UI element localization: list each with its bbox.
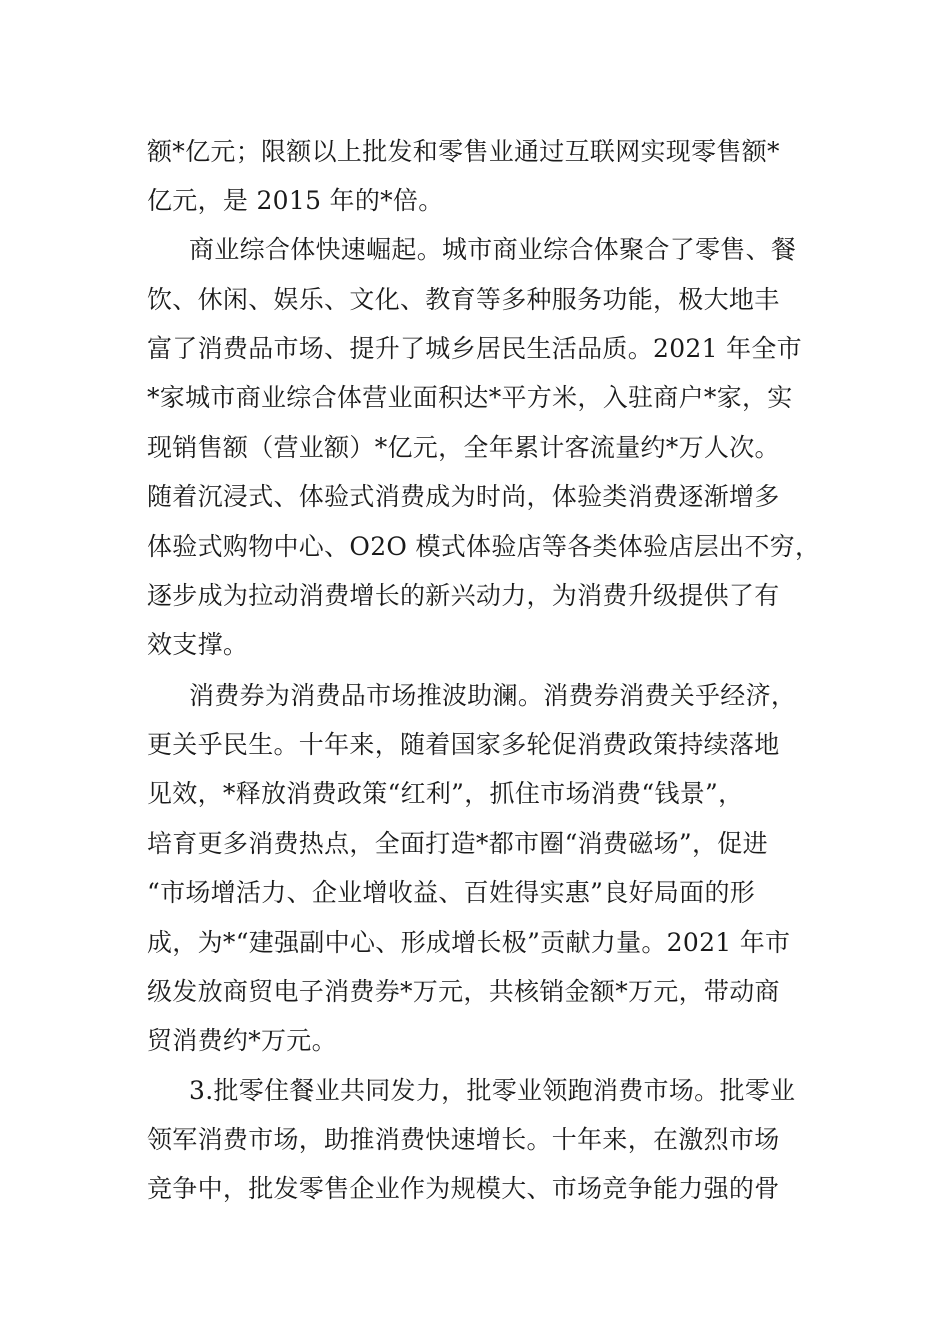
paragraph-heading: 消费券为消费品市场推波助澜。消费券消费关乎经济， bbox=[189, 681, 797, 710]
text-line: 现销售额（营业额）*亿元，全年累计客流量约*万人次。 bbox=[147, 433, 780, 462]
section-heading: 3.批零住餐业共同发力，批零业领跑消费市场。批零业 bbox=[189, 1076, 796, 1105]
text-line: 更关乎民生。十年来，随着国家多轮促消费政策持续落地 bbox=[147, 730, 780, 759]
text-line: 领军消费市场，助推消费快速增长。十年来，在激烈市场 bbox=[147, 1125, 780, 1154]
text-line: 见效，*释放消费政策“红利”，抓住市场消费“钱景”， bbox=[147, 779, 744, 808]
text-line: 效支撑。 bbox=[147, 630, 249, 659]
text-line: 亿元，是 2015 年的*倍。 bbox=[147, 186, 444, 215]
text-line: 成，为*“建强副中心、形成增长极”贡献力量。2021 年市 bbox=[147, 928, 791, 957]
text-line: 培育更多消费热点，全面打造*都市圈“消费磁场”，促进 bbox=[147, 829, 768, 858]
text-line: 体验式购物中心、O2O 模式体验店等各类体验店层出不穷， bbox=[147, 532, 821, 561]
text-line: 竞争中，批发零售企业作为规模大、市场竞争能力强的骨 bbox=[147, 1174, 780, 1203]
text-line: 饮、休闲、娱乐、文化、教育等多种服务功能，极大地丰 bbox=[147, 285, 780, 314]
text-line: 贸消费约*万元。 bbox=[147, 1026, 337, 1055]
text-line: 随着沉浸式、体验式消费成为时尚，体验类消费逐渐增多 bbox=[147, 482, 780, 511]
text-line: “市场增活力、企业增收益、百姓得实惠”良好局面的形 bbox=[147, 878, 756, 907]
paragraph-heading: 商业综合体快速崛起。城市商业综合体聚合了零售、餐 bbox=[189, 235, 797, 264]
text-line: 逐步成为拉动消费增长的新兴动力，为消费升级提供了有 bbox=[147, 581, 780, 610]
text-line: 级发放商贸电子消费券*万元，共核销金额*万元，带动商 bbox=[147, 977, 780, 1006]
text-line: 额*亿元；限额以上批发和零售业通过互联网实现零售额* bbox=[147, 137, 780, 166]
text-line: 富了消费品市场、提升了城乡居民生活品质。2021 年全市 bbox=[147, 334, 802, 363]
text-line: *家城市商业综合体营业面积达*平方米，入驻商户*家，实 bbox=[147, 383, 793, 412]
